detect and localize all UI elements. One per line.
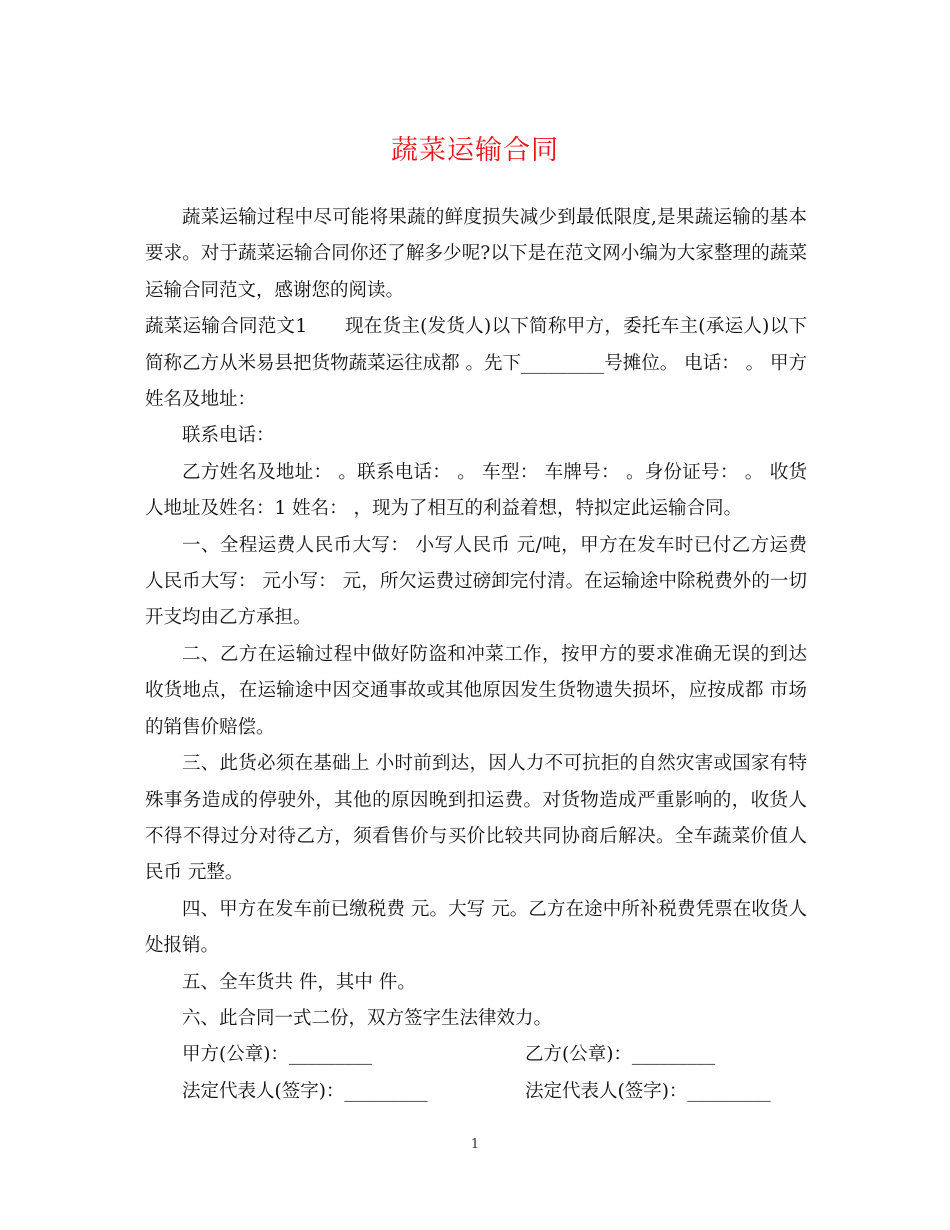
clause-2: 二、乙方在运输过程中做好防盗和冲菜工作，按甲方的要求准确无误的到达收货地点，在运输途中因交通事故或其他原因发生货物遗失损坏，应按成都 市场的销售价赔偿。 <box>145 643 807 738</box>
party-b-representative-line: 法定代表人(签字)：_________ <box>525 1080 771 1102</box>
sample-heading-paragraph: 蔬菜运输合同范文1 现在货主(发货人)以下简称甲方，委托车主(承运人)以下简称乙方从米易县把货物蔬菜运往成都 。先下_________号摊位。 电话： 。 甲方姓名及地址： <box>145 316 807 411</box>
party-a-representative-line: 法定代表人(签字)：_________ <box>182 1080 428 1102</box>
page-number: 1 <box>470 1137 480 1152</box>
clause-4: 四、甲方在发车前已缴税费 元。大写 元。乙方在途中所补税费凭票在收货人处报销。 <box>145 898 807 957</box>
intro-paragraph: 蔬菜运输过程中尽可能将果蔬的鲜度损失减少到最低限度,是果蔬运输的基本要求。对于蔬菜运输合同你还了解多少呢?以下是在范文网小编为大家整理的蔬菜运输合同范文，感谢您的阅读。 <box>145 207 807 301</box>
document-body <box>145 200 807 1110</box>
party-a-seal-line: 甲方(公章)：_________ <box>182 1044 373 1066</box>
clause-5: 五、全车货共 件，其中 件。 <box>182 971 416 993</box>
party-b-seal-line: 乙方(公章)：_________ <box>525 1044 716 1066</box>
document-title: 蔬菜运输合同 <box>391 135 559 166</box>
signature-row-representative <box>145 1074 807 1110</box>
clause-6: 六、此合同一式二份，双方签字生法律效力。 <box>182 1007 553 1029</box>
party-a-phone-paragraph: 联系电话： <box>182 425 275 447</box>
clause-3: 三、此货必须在基础上 小时前到达，因人力不可抗拒的自然灾害或国家有特殊事务造成的停驶外，其他的原因晚到扣运费。对货物造成严重影响的，收货人不得不得过分对待乙方，须看售价与买价比较共同协商后解决。全车蔬菜价值人民币 元整。 <box>145 753 807 884</box>
party-b-info-paragraph: 乙方姓名及地址： 。联系电话： 。 车型： 车牌号： 。身份证号： 。 收货人地址及姓名：1 姓名： ，现为了相互的利益着想，特拟定此运输合同。 <box>145 461 807 520</box>
signature-row-seal <box>145 1037 807 1073</box>
clause-1: 一、全程运费人民币大写： 小写人民币 元/吨，甲方在发车时已付乙方运费人民币大写： 元小写： 元，所欠运费过磅卸完付清。在运输途中除税费外的一切开支均由乙方承担。 <box>145 534 807 629</box>
